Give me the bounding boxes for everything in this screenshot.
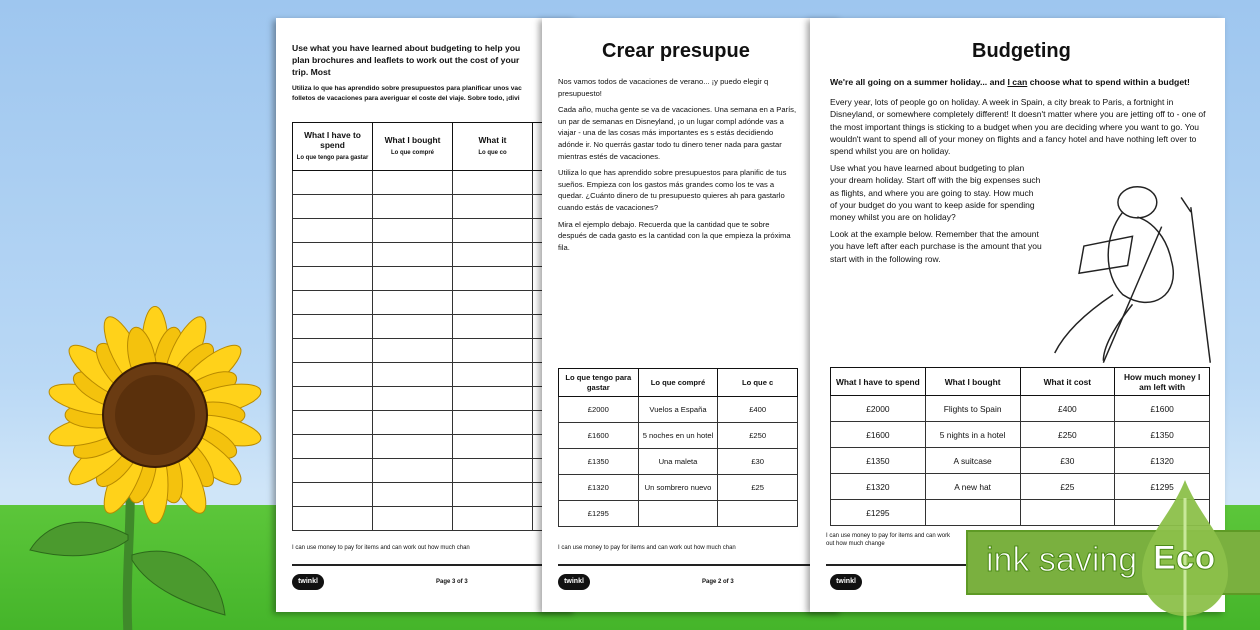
table-cell: £400	[1020, 396, 1115, 422]
table-cell: £2000	[559, 397, 639, 423]
table-cell[interactable]	[453, 291, 533, 315]
table-row	[559, 397, 798, 423]
table-row	[831, 448, 1210, 474]
table-cell[interactable]	[293, 459, 373, 483]
paragraph: Utiliza lo que has aprendido sobre presupuestos para planific de tus sueños. Empieza con los gastos más grandes como los te vas a quedar. ¿Cuánto dinero de tu presupuesto quieres ah para gastarlo cuando estás de vacaciones?	[558, 168, 787, 212]
table-cell: 5 noches en un hotel	[638, 423, 718, 449]
table-cell[interactable]	[373, 387, 453, 411]
table-cell[interactable]	[373, 363, 453, 387]
table-cell: £1320	[831, 474, 926, 500]
table-cell: £1350	[559, 449, 639, 475]
table-cell[interactable]	[373, 339, 453, 363]
blank-budget-table	[292, 122, 576, 531]
twinkl-logo: twinkl	[558, 574, 590, 590]
table-cell[interactable]	[373, 267, 453, 291]
table-cell[interactable]	[373, 219, 453, 243]
table-cell[interactable]	[373, 483, 453, 507]
column-header: Lo que tengo para gastar	[559, 369, 639, 397]
table-cell[interactable]	[453, 315, 533, 339]
table-row	[293, 171, 577, 195]
paragraph: Nos vamos todos de vacaciones de verano... ¡y puedo elegir q presupuesto!	[558, 77, 769, 98]
paragraph: Look at the example below. Remember that the amount you have left after each purchase is the amount that you start with in the following row.	[830, 229, 1042, 264]
table-cell[interactable]	[453, 387, 533, 411]
column-header: What it cost	[1020, 368, 1115, 396]
table-cell	[718, 501, 798, 527]
sunflower-illustration	[20, 295, 280, 630]
table-cell: A new hat	[925, 474, 1020, 500]
ink-saving-label: ink saving	[986, 541, 1138, 579]
table-cell[interactable]	[453, 267, 533, 291]
paragraph: Use what you have learned about budgeting to plan your dream holiday. Start off with the big expenses such as flights, and where you are going to stay. How much of your budget do you want to keep aside for spending money whilst you are on holiday?	[830, 163, 1041, 223]
table-cell[interactable]	[293, 219, 373, 243]
column-header: How much money I am left with	[1115, 368, 1210, 396]
table-cell[interactable]	[373, 459, 453, 483]
footer-statement: I can use money to pay for items and can work out how much chan	[558, 545, 736, 551]
table-row	[559, 423, 798, 449]
table-cell[interactable]	[453, 483, 533, 507]
paragraph: Every year, lots of people go on holiday. A week in Spain, a city break to Paris, a fortnight in Disneyland, or somewhere completely different! It doesn't matter where you are jetting off to - one of the most important things is sticking to a budget when you are deciding where you want to go. You wouldn't want to spend all of your money on flights and a fancy hotel and have nothing left over to spend whilst you are on holiday.	[830, 97, 1206, 157]
table-cell: £1320	[1115, 448, 1210, 474]
table-row	[559, 475, 798, 501]
column-header: What I have to spend Lo que tengo para gastar	[293, 123, 373, 171]
table-row	[559, 449, 798, 475]
table-cell	[1020, 500, 1115, 526]
column-header: Lo que compré	[638, 369, 718, 397]
table-row	[293, 291, 577, 315]
table-cell[interactable]	[453, 243, 533, 267]
table-row	[293, 387, 577, 411]
table-cell[interactable]	[373, 315, 453, 339]
table-cell[interactable]	[453, 411, 533, 435]
table-cell: Flights to Spain	[925, 396, 1020, 422]
body-text	[558, 76, 800, 258]
table-cell	[638, 501, 718, 527]
table-row	[293, 483, 577, 507]
table-cell[interactable]	[293, 339, 373, 363]
table-row	[293, 243, 577, 267]
table-cell: Una maleta	[638, 449, 718, 475]
twinkl-logo: twinkl	[292, 574, 324, 590]
worksheet-page-2	[542, 18, 842, 612]
table-cell: £1350	[1115, 422, 1210, 448]
paragraph: Cada año, mucha gente se va de vacaciones. Una semana en a París, un par de semanas en Disneyland, ¡o un lugar compl adónde vas a viajar - una de las cosas más importantes es s estás decidiendo adónde ir. No querrás gastar todo tu dinero tener nada para gastar mientras estés de vacaciones.	[558, 105, 797, 161]
table-cell: £1295	[1115, 474, 1210, 500]
column-header: What I bought Lo que compré	[373, 123, 453, 171]
page-number: Page 3 of 3	[436, 579, 468, 585]
intro-english: Use what you have learned about budgeting to help you plan brochures and leaflets to work out the cost of your trip. Most	[292, 43, 521, 77]
page-title: Budgeting	[972, 40, 1071, 62]
table-cell[interactable]	[293, 291, 373, 315]
page-title: Crear presupue	[602, 40, 750, 62]
table-cell[interactable]	[453, 459, 533, 483]
twinkl-logo: twinkl	[830, 574, 862, 590]
table-row	[831, 422, 1210, 448]
table-row	[559, 501, 798, 527]
column-header: What I have to spend	[831, 368, 926, 396]
relaxing-person-illustration	[1045, 168, 1220, 363]
table-row	[293, 195, 577, 219]
header-row	[831, 368, 1210, 396]
header-row	[293, 123, 577, 171]
column-header: What it Lo que co	[453, 123, 533, 171]
table-cell[interactable]	[293, 387, 373, 411]
table-cell[interactable]	[293, 411, 373, 435]
table-cell: Vuelos a España	[638, 397, 718, 423]
lead-sentence: We're all going on a summer holiday... and I can choose what to spend within a budget!	[830, 77, 1190, 87]
table-row	[293, 459, 577, 483]
table-row	[293, 363, 577, 387]
table-row	[293, 219, 577, 243]
table-cell[interactable]	[293, 267, 373, 291]
table-cell: £30	[718, 449, 798, 475]
table-cell[interactable]	[293, 195, 373, 219]
table-cell: £25	[718, 475, 798, 501]
table-row	[831, 396, 1210, 422]
column-header: What I bought	[925, 368, 1020, 396]
table-cell[interactable]	[453, 363, 533, 387]
table-cell[interactable]	[373, 411, 453, 435]
table-cell: A suitcase	[925, 448, 1020, 474]
table-row	[293, 435, 577, 459]
table-cell: £1350	[831, 448, 926, 474]
table-cell[interactable]	[453, 507, 533, 531]
table-cell: £25	[1020, 474, 1115, 500]
table-cell[interactable]	[293, 315, 373, 339]
table-cell[interactable]	[293, 483, 373, 507]
table-cell[interactable]	[453, 171, 533, 195]
table-cell	[925, 500, 1020, 526]
table-cell: £1295	[831, 500, 926, 526]
table-cell[interactable]	[373, 291, 453, 315]
footer-statement: I can use money to pay for items and can work out how much change	[826, 533, 951, 547]
page-number: Page 2 of 3	[702, 579, 734, 585]
table-cell[interactable]	[293, 171, 373, 195]
table-row	[293, 411, 577, 435]
table-cell[interactable]	[293, 243, 373, 267]
column-header: Lo que c	[718, 369, 798, 397]
table-row	[293, 339, 577, 363]
worksheet-page-3	[276, 18, 576, 612]
table-cell: £2000	[831, 396, 926, 422]
eco-label: Eco	[1153, 539, 1216, 577]
paragraph: Mira el ejemplo debajo. Recuerda que la cantidad que te sobre después de cada gasto es la cantidad con la que empieza la próxima fila.	[558, 219, 791, 252]
table-row	[293, 315, 577, 339]
table-cell: £1600	[559, 423, 639, 449]
example-table	[558, 368, 798, 527]
table-cell: £1320	[559, 475, 639, 501]
table-cell: Un sombrero nuevo	[638, 475, 718, 501]
table-cell[interactable]	[453, 195, 533, 219]
footer-statement: I can use money to pay for items and can work out how much chan	[292, 545, 470, 551]
table-cell[interactable]	[373, 243, 453, 267]
table-row	[293, 507, 577, 531]
table-cell: £400	[718, 397, 798, 423]
header-row	[559, 369, 798, 397]
table-cell[interactable]	[453, 219, 533, 243]
table-cell: £30	[1020, 448, 1115, 474]
table-cell: £250	[718, 423, 798, 449]
table-cell[interactable]	[293, 435, 373, 459]
table-cell: £1600	[1115, 396, 1210, 422]
table-cell[interactable]	[373, 435, 453, 459]
table-cell: 5 nights in a hotel	[925, 422, 1020, 448]
intro-spanish: Utiliza lo que has aprendido sobre presupuestos para planificar unos vac folletos de vacaciones para averiguar el coste del viaje. Sobre todo, ¡divi	[292, 85, 522, 102]
table-row	[293, 267, 577, 291]
table-cell: £1600	[831, 422, 926, 448]
table-cell: £250	[1020, 422, 1115, 448]
table-cell[interactable]	[453, 435, 533, 459]
table-cell[interactable]	[373, 507, 453, 531]
table-cell[interactable]	[373, 171, 453, 195]
table-cell[interactable]	[373, 195, 453, 219]
table-cell[interactable]	[453, 339, 533, 363]
table-cell[interactable]	[293, 507, 373, 531]
table-cell: £1295	[559, 501, 639, 527]
table-cell[interactable]	[293, 363, 373, 387]
